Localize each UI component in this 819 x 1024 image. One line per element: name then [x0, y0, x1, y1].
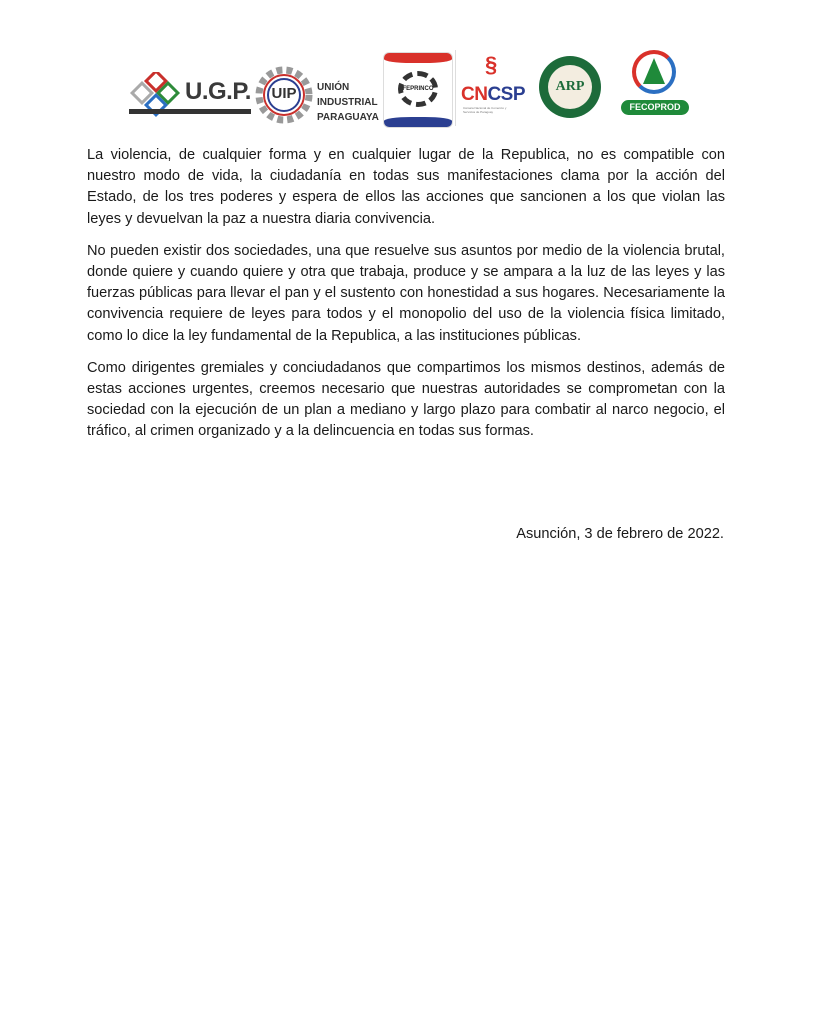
- feprinco-logo-text: FEPRINCO: [402, 86, 434, 92]
- fecoprod-logo: [615, 50, 695, 124]
- uip-logo-text: UIP: [271, 85, 297, 102]
- logo-divider: [455, 50, 456, 126]
- paragraph: Como dirigentes gremiales y conciudadanos que compartimos los mismos destinos, además de estas acciones urgentes, creemos necesario que nuestras autoridades se comprometan con la sociedad con la ejecución de un plan a mediano y largo plazo para combatir al narco negocio, el tráfico, al crimen organizado y a la delincuencia en todas sus formas.: [87, 359, 725, 440]
- paragraph: No pueden existir dos sociedades, una que resuelve sus asuntos por medio de la violencia brutal, donde quiere y cuando quiere y otra que trabaja, produce y se ampara a la luz de las leyes y las fuerzas públicas para llevar el pan y el sustento con honestidad a sus hogares. Necesariamente la convivencia requiere de leyes para todos y el monopolio del uso de la violencia física limitado, como lo dice la ley fundamental de la Republica, a las instituciones públicas.: [87, 242, 725, 344]
- arp-logo: [539, 56, 601, 118]
- cncsp-logo-text: CNCSP: [461, 84, 526, 105]
- document-body: [87, 145, 725, 454]
- logo-banner: [125, 46, 695, 126]
- cncsp-subtitle: Cámara Nacional de Comercio y Servicios de Paraguay: [463, 106, 507, 114]
- cncsp-s-icon: §: [485, 52, 498, 77]
- uip-logo: [255, 66, 313, 124]
- document-date: Asunción, 3 de febrero de 2022.: [516, 526, 724, 542]
- cncsp-logo: [461, 50, 537, 126]
- uip-name-line: INDUSTRIAL: [317, 97, 378, 108]
- arp-logo-text: ARP: [555, 79, 585, 94]
- arp-inner-seal: [548, 65, 592, 109]
- feprinco-logo: [383, 52, 453, 128]
- feprinco-blue-band: [384, 117, 452, 127]
- ugp-logo-text: U.G.P.: [185, 78, 251, 105]
- uip-full-name: [317, 80, 379, 125]
- ugp-logo: [129, 72, 251, 118]
- uip-name-line: UNIÓN: [317, 82, 350, 93]
- fecoprod-logo-text: FECOPROD: [621, 100, 689, 115]
- uip-name-line: PARAGUAYA: [317, 112, 379, 123]
- paragraph: La violencia, de cualquier forma y en cualquier lugar de la Republica, no es compatible con nuestro modo de vida, la ciudadanía en todas sus manifestaciones clama por la acción del Estado, de los tres poderes y espera de ellos las acciones que sancionen a los que violan las leyes y devuelvan la paz a nuestra diaria convivencia.: [87, 147, 725, 227]
- ugp-bar: [129, 109, 251, 114]
- feprinco-red-band: [384, 53, 452, 63]
